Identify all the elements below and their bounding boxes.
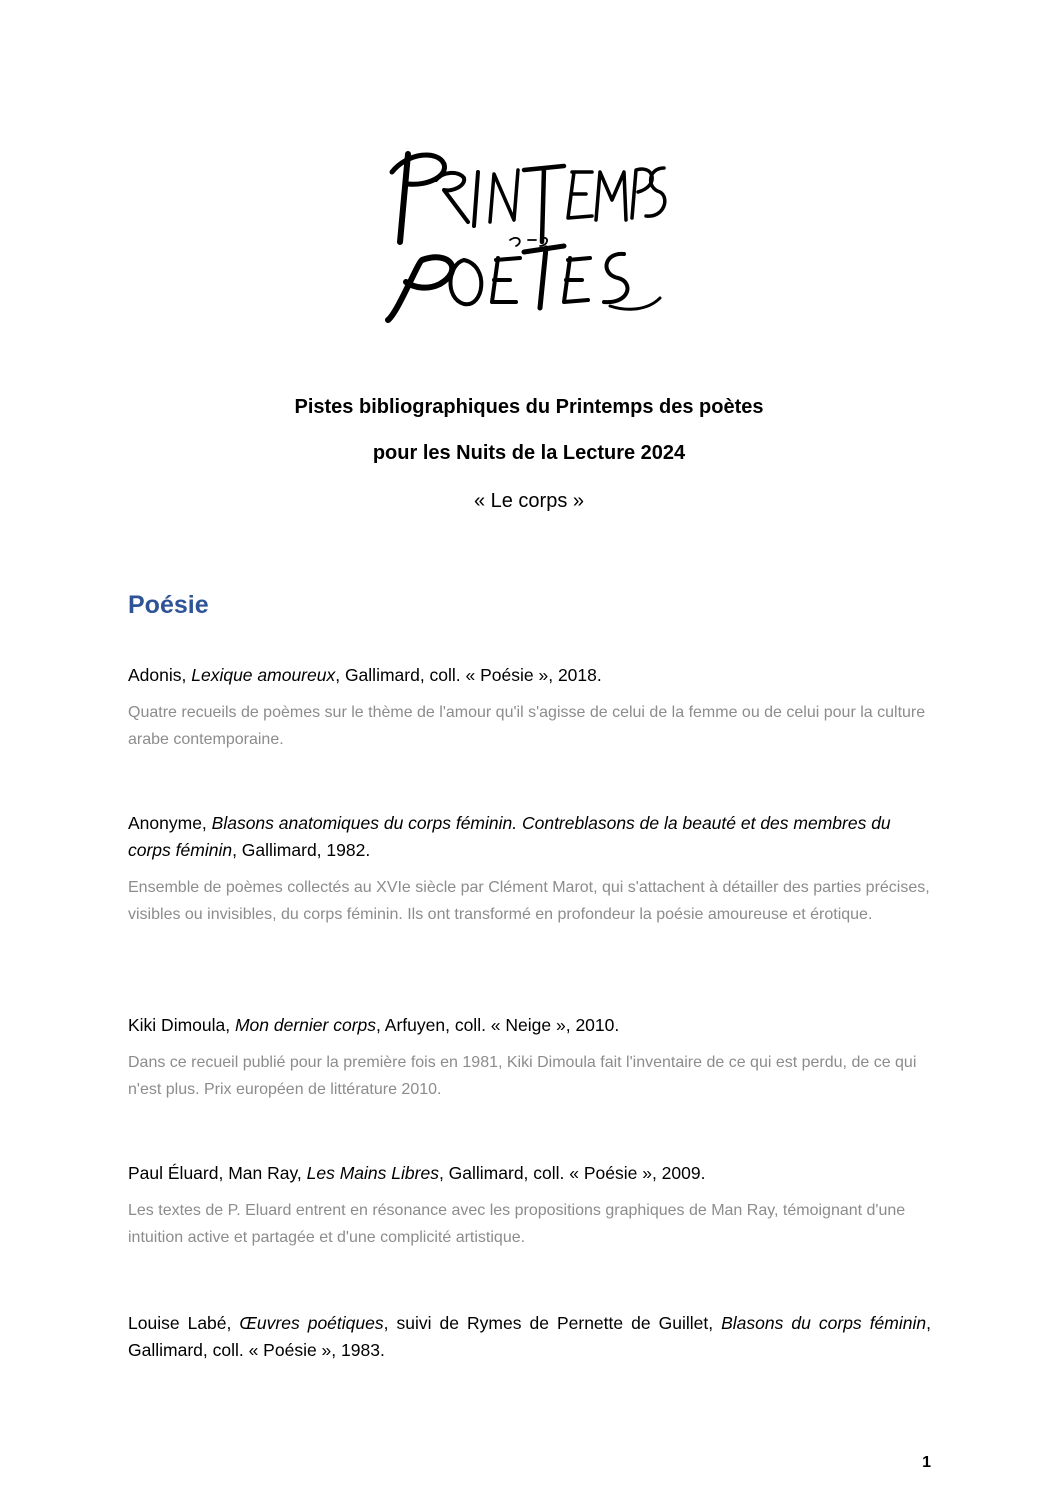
entry-reference xyxy=(128,1160,931,1187)
entry-publication: , Gallimard, 1982. xyxy=(232,840,371,860)
entry-reference xyxy=(128,1012,931,1039)
entry-title: Blasons anatomiques du corps féminin. Contreblasons de la beauté et des membres du corps féminin xyxy=(128,813,891,860)
entry-subtitle: , suivi de Rymes de Pernette de Guillet, xyxy=(383,1313,722,1333)
printemps-des-poetes-logo xyxy=(378,142,668,332)
entry-description: Les textes de P. Eluard entrent en résonance avec les propositions graphiques de Man Ray, témoignant d'une intuition active et partagée et d'une complicité artistique. xyxy=(128,1202,906,1246)
entry-publication: , Gallimard, coll. « Poésie », 1983. xyxy=(128,1313,931,1360)
bibliography-entry xyxy=(128,662,931,753)
entry-publication: , Gallimard, coll. « Poésie », 2009. xyxy=(438,1163,706,1183)
entry-reference xyxy=(128,662,931,689)
entry-author: Anonyme, xyxy=(128,813,212,833)
entry-publication: , Gallimard, coll. « Poésie », 2018. xyxy=(335,665,602,685)
bibliography-entry xyxy=(128,810,931,928)
entry-author: Kiki Dimoula, xyxy=(128,1015,235,1035)
entry-reference xyxy=(128,810,931,864)
entry-publication: , Arfuyen, coll. « Neige », 2010. xyxy=(376,1015,620,1035)
entry-reference xyxy=(128,1310,931,1364)
entry-description: Quatre recueils de poèmes sur le thème de l'amour qu'il s'agisse de celui de la femme ou de celui pour la culture arabe contemporaine. xyxy=(128,704,926,748)
page-number: 1 xyxy=(922,1454,931,1471)
entry-description: Dans ce recueil publié pour la première fois en 1981, Kiki Dimoula fait l'inventaire de ce qui est perdu, de ce qui n'est plus. Prix européen de littérature 2010. xyxy=(128,1054,917,1098)
bibliography-entry xyxy=(128,1160,931,1251)
entry-title: Lexique amoureux xyxy=(191,665,336,685)
document-theme: « Le corps » xyxy=(473,490,585,512)
entry-description: Ensemble de poèmes collectés au XVIe siècle par Clément Marot, qui s'attachent à détailler des parties précises, visibles ou invisibles, du corps féminin. Ils ont transformé en profondeur la poésie amoureuse et érotique. xyxy=(128,879,930,923)
bibliography-entry xyxy=(128,1012,931,1103)
entry-title-secondary: Blasons du corps féminin xyxy=(721,1313,927,1333)
entry-author: Adonis, xyxy=(128,665,192,685)
entry-title: Les Mains Libres xyxy=(306,1163,439,1183)
entry-title: Œuvres poétiques xyxy=(239,1313,384,1333)
document-subtitle: pour les Nuits de la Lecture 2024 xyxy=(372,442,686,464)
entry-title: Mon dernier corps xyxy=(234,1015,377,1035)
entry-author: Louise Labé, xyxy=(128,1313,240,1333)
section-title: Poésie xyxy=(128,591,209,619)
document-title: Pistes bibliographiques du Printemps des poètes xyxy=(294,396,764,418)
bibliography-entry xyxy=(128,1310,931,1364)
entry-author: Paul Éluard, Man Ray, xyxy=(128,1163,307,1183)
